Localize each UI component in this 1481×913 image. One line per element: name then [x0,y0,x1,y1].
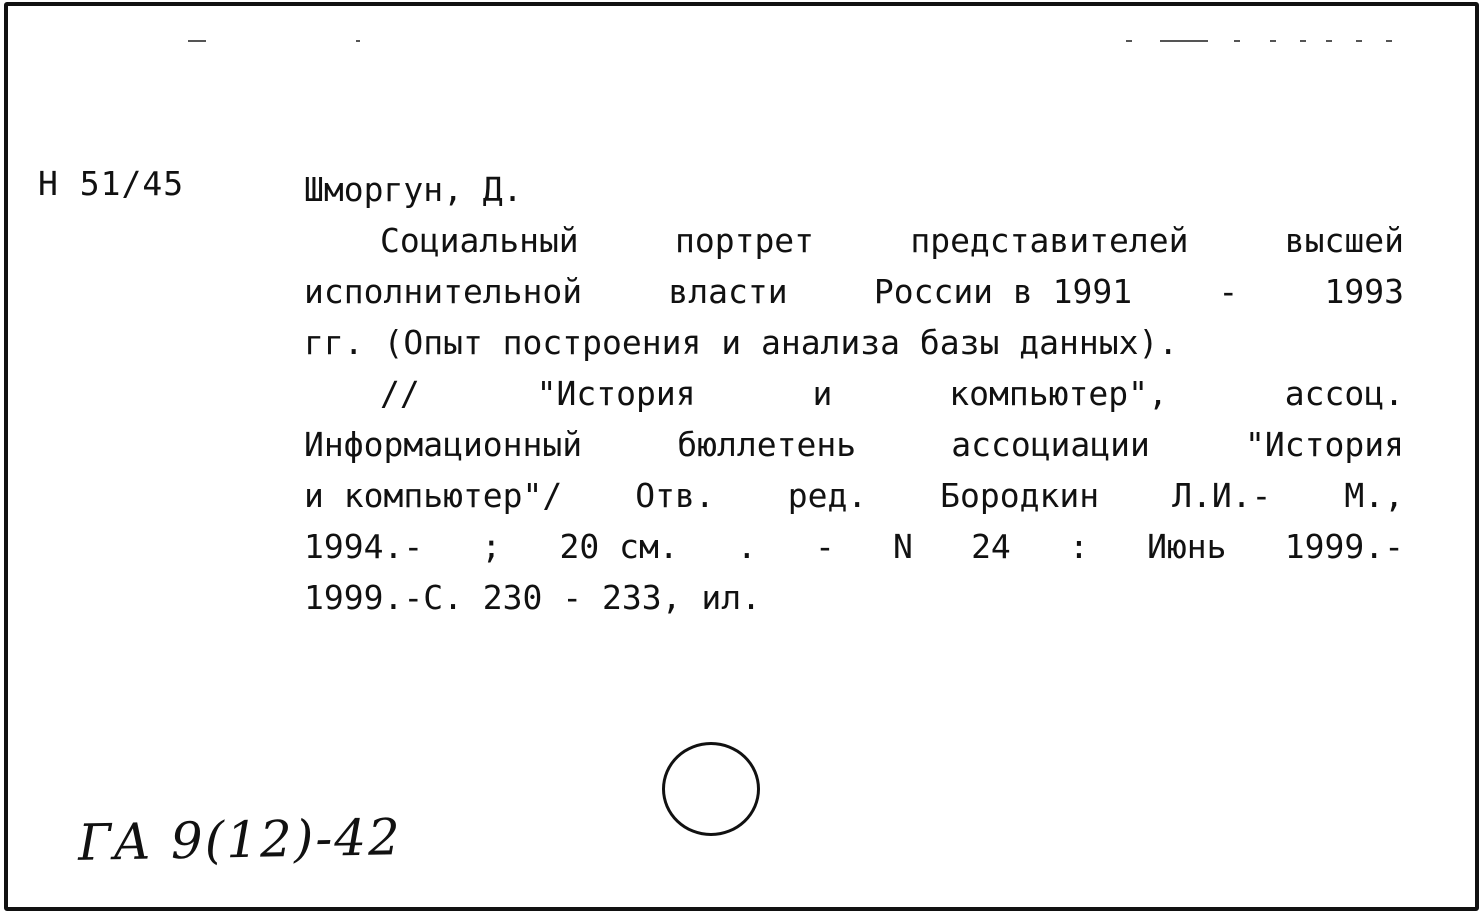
title-line-1: Социальный портрет представителей высшей [380,221,1404,260]
author-line: Шморгун, Д. [304,170,523,209]
title-line-2: исполнительной власти России в 1991 - 1993 [304,272,1404,311]
top-dotted-marks [8,40,1475,44]
shelfmark: Н 51/45 [38,164,185,203]
punch-hole [662,742,760,836]
source-line-3: и компьютер"/ Отв. ред. Бородкин Л.И.- М., [304,476,1404,515]
source-line-2: Информационный бюллетень ассоциации "История [304,425,1404,464]
catalog-card [4,2,1479,911]
bibliographic-record [304,164,1404,623]
handwritten-call-number: ГА 9(12)-42 [77,808,403,872]
title-line-3: гг. (Опыт построения и анализа базы данных). [304,323,1179,362]
source-line-4: 1994.- ; 20 см. . - N 24 : Июнь 1999.- [304,527,1404,566]
source-line-5: 1999.-С. 230 - 233, ил. [304,578,761,617]
source-line-1: // "История и компьютер", ассоц. [380,374,1404,413]
